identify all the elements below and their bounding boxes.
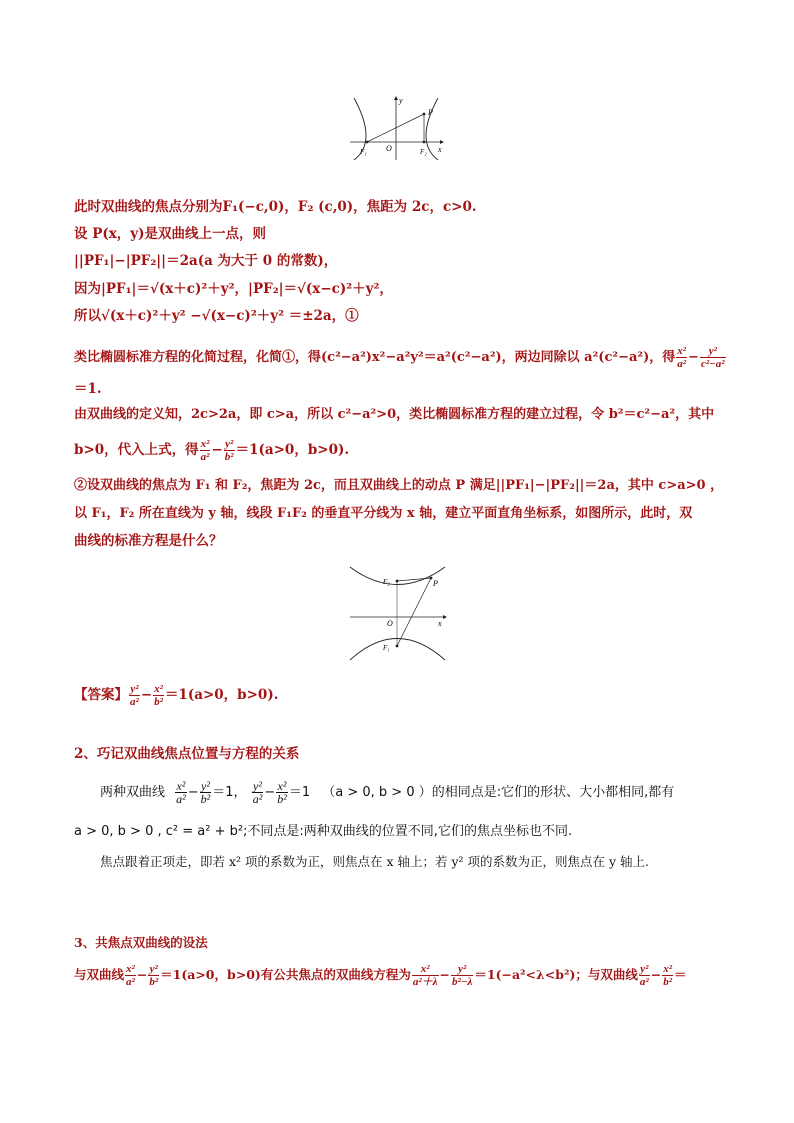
p-label: P [428, 108, 433, 117]
equation-1: 所以√(x＋c)²＋y² −√(x−c)²＋y² ＝±2a，① [74, 308, 359, 324]
x-axis-arrow [443, 615, 447, 619]
x-label: x [438, 145, 442, 154]
section-2-paragraph-2: a > 0, b > 0 , c² = a² + b²;不同点是:两种双曲线的位置不同,它们的焦点坐标也不同. [74, 824, 573, 839]
origin-label: O [387, 619, 393, 628]
pf1-segment [367, 114, 424, 142]
hyperbola-figure-1 [340, 92, 460, 162]
lower-branch [350, 639, 445, 661]
f2-label: F₂ [383, 578, 390, 586]
y-label: y [399, 96, 403, 105]
simplify-paragraph-line: 类比椭圆标准方程的化简过程，化简①，得(c²−a²)x²−a²y²＝a²(c²−a²)，两边同除以 a²(c²−a²)，得 $\frac{\text{x²}}{\text{a²}}$ − $\frac{\text{y²}}{\text{c²−a²}}$ [74, 345, 725, 370]
pf1-segment [397, 578, 431, 646]
answer-line: 【答案】 $\frac{\text{y²}}{\text{a²}}$ − $\frac{\text{x²}}{\text{b²}}$ ＝1(a>0，b>0). [74, 683, 279, 708]
definition-equation: ||PF₁|−|PF₂||＝2a(a 为大于 0 的常数)， [74, 253, 338, 269]
section-3-title: 3、共焦点双曲线的设法 [74, 935, 208, 950]
simplify-result: ＝1. [74, 381, 102, 397]
standard-equation-line: b>0，代入上式，得 $\frac{\text{x²}}{\text{a²}}$ − $\frac{\text{y²}}{\text{b²}}$ ＝1(a>0，b>0). [74, 438, 350, 463]
question-2-line-3: 曲线的标准方程是什么？ [74, 533, 223, 549]
distance-formulas: 因为|PF₁|＝√(x＋c)²＋y²，|PF₂|＝√(x−c)²＋y²， [74, 281, 393, 297]
pf2-segment [397, 578, 431, 581]
f1-label: F₁ [360, 148, 367, 156]
f2-label: F₂ [420, 148, 427, 156]
hyperbola-figure-2 [345, 562, 455, 662]
section-2-title: 2、巧记双曲线焦点位置与方程的关系 [74, 746, 300, 762]
focus-coordinates-text: 此时双曲线的焦点分别为F₁(−c,0)，F₂ (c,0)，焦距为 2c，c>0. [74, 199, 477, 215]
x-label: x [438, 619, 442, 628]
y-axis-arrow [394, 96, 398, 100]
section-3-paragraph: 与双曲线 $\frac{\text{x²}}{\text{a²}}$ − $\frac{\text{y²}}{\text{b²}}$ ＝1(a>0，b>0)有公共焦点的双曲线方程为 $\frac{\text{x²}}{\text{a²＋λ}}$ − $\frac{\text{y²}}{\text{b²−λ}}$ ＝1(−a²<λ<b²)；与双曲线 $\frac{\text{y²}}{\text{a²}}$ − $\frac{\text{x²}}{\text{b²}}$ ＝ [74, 963, 687, 988]
definition-paragraph-line: 由双曲线的定义知，2c>2a，即 c>a，所以 c²−a²>0，类比椭圆标准方程的建立过程，令 b²＝c²−a²，其中 [74, 407, 715, 422]
x-axis-arrow [440, 140, 444, 144]
point-p-text: 设 P(x，y)是双曲线上一点，则 [74, 226, 267, 242]
p-label: P [433, 579, 438, 588]
section-2-paragraph-1: 两种双曲线 $\frac{\text{x²}}{\text{a²}}$ − $\frac{\text{y²}}{\text{b²}}$ ＝1， $\frac{\text{y²}}{\text{a²}}$ − $\frac{\text{x²}}{\text{b²}}$ ＝1 （a > 0, b > 0 ）的相同点是:它们的形状、大小都相同,都有 [100, 779, 675, 806]
question-2-line-2: 以 F₁，F₂ 所在直线为 y 轴，线段 F₁F₂ 的垂直平分线为 x 轴，建立平面直角坐标系，如图所示，此时，双 [74, 506, 693, 521]
question-2-line-1: ②设双曲线的焦点为 F₁ 和 F₂，焦距为 2c，而且双曲线上的动点 P 满足||PF₁|−|PF₂||＝2a，其中 c>a>0 ， [74, 478, 724, 493]
origin-label: O [386, 144, 392, 153]
f1-label: F₁ [383, 644, 390, 652]
section-2-paragraph-3: 焦点跟着正项走，即若 x² 项的系数为正，则焦点在 x 轴上；若 y² 项的系数为正，则焦点在 y 轴上. [100, 854, 650, 869]
